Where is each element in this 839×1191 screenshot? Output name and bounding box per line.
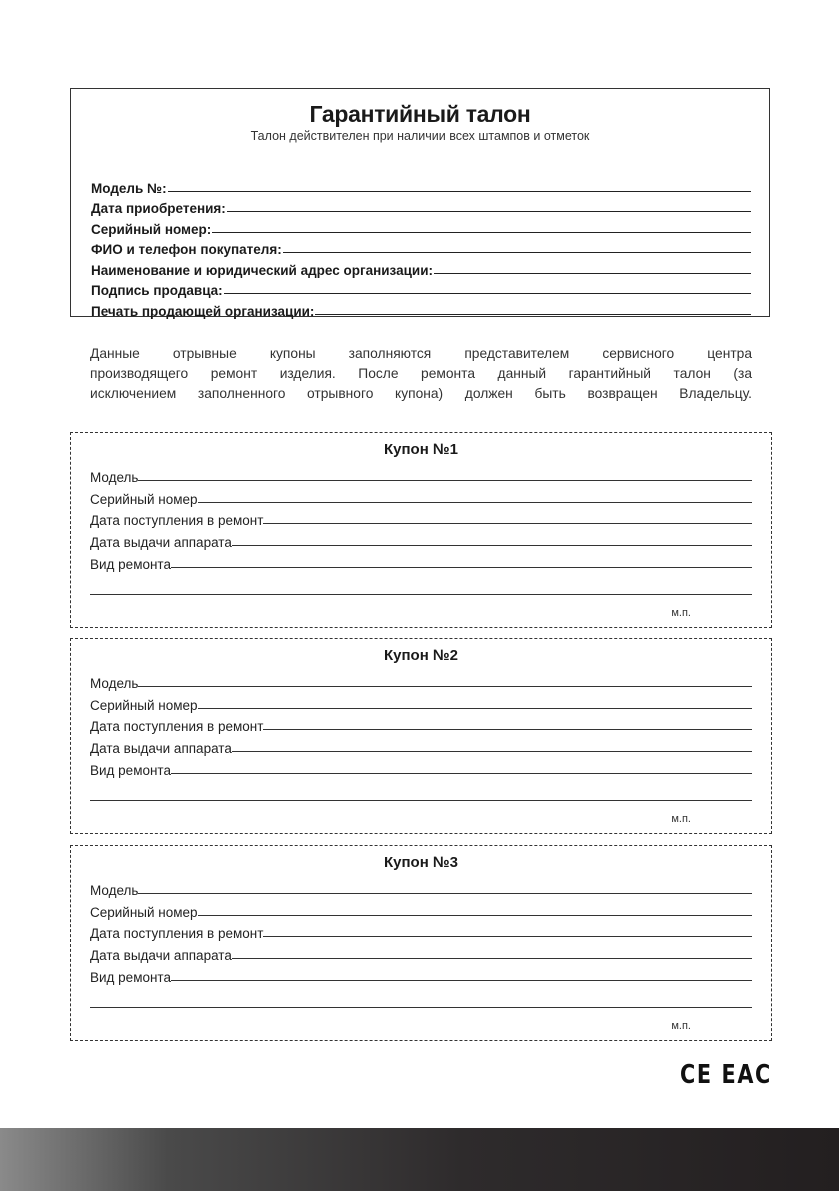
fill-line[interactable] [168,191,751,192]
coupon-field[interactable] [90,669,752,691]
fill-line[interactable] [232,751,752,752]
field-label: Наименование и юридический адрес организации: [91,262,433,278]
fill-line[interactable] [232,545,752,546]
coupon-field[interactable] [90,920,752,942]
fill-line[interactable] [263,729,752,730]
field-label: Дата поступления в ремонт [90,513,264,529]
field-seller-signature[interactable] [91,278,751,299]
field-label: Модель [90,675,139,691]
coupon-1 [70,432,772,628]
coupon-note [90,344,752,404]
stamp-place: м.п. [671,813,691,825]
coupon-field[interactable] [90,463,752,485]
fill-line[interactable] [171,567,752,568]
coupon-field[interactable] [90,876,752,898]
field-label: Дата поступления в ремонт [90,719,264,735]
fill-line[interactable] [263,523,752,524]
stamp-place: м.п. [671,1020,691,1032]
field-label: Печать продающей организации: [91,303,315,319]
field-label: Дата выдачи аппарата [90,535,232,551]
blank-line[interactable] [90,985,752,1008]
fill-line[interactable] [198,708,752,709]
coupon-field[interactable] [90,941,752,963]
fill-line[interactable] [171,980,752,981]
field-label: Вид ремонта [90,556,171,572]
field-label: Модель [90,882,139,898]
coupon-2 [70,638,772,834]
fill-line[interactable] [434,273,751,274]
page-title: Гарантийный талон [309,101,531,127]
fill-line[interactable] [171,773,752,774]
coupon-field[interactable] [90,963,752,985]
field-seller-stamp[interactable] [91,298,751,319]
field-label: Серийный номер [90,697,198,713]
coupon-field[interactable] [90,898,752,920]
fill-line[interactable] [198,915,752,916]
fill-line[interactable] [227,211,751,212]
fill-line[interactable] [224,293,751,294]
field-organization[interactable] [91,257,751,278]
field-serial[interactable] [91,216,751,237]
fill-line[interactable] [263,936,752,937]
field-label: Серийный номер [90,491,198,507]
coupon-title: Купон №3 [383,854,458,871]
field-label: Дата выдачи аппарата [90,741,232,757]
fill-line[interactable] [138,686,752,687]
subtitle: Талон действителен при наличии всех штампов и отметок [250,129,590,143]
note-line: Данные отрывные купоны заполняются представителем сервисного центра [90,346,752,361]
blank-line[interactable] [90,572,752,595]
warranty-fields [91,175,751,319]
coupon-field[interactable] [90,756,752,778]
field-label: Модель №: [91,180,167,196]
field-label: Вид ремонта [90,969,171,985]
fill-line[interactable] [138,893,752,894]
fill-line[interactable] [232,958,752,959]
note-line: производящего ремонт изделия. После ремонта данный гарантийный талон (за [90,366,752,381]
coupon-title: Купон №1 [383,441,458,458]
coupon-field[interactable] [90,528,752,550]
field-label: Дата выдачи аппарата [90,948,232,964]
footer-bar [0,1128,839,1191]
field-label: ФИО и телефон покупателя: [91,242,282,257]
coupon-field[interactable] [90,713,752,735]
field-label: Вид ремонта [90,762,171,778]
field-label: Дата приобретения: [91,201,226,216]
field-model[interactable] [91,175,751,196]
fill-line[interactable] [138,480,752,481]
field-label: Модель [90,469,139,485]
fill-line[interactable] [315,314,751,315]
coupon-field[interactable] [90,507,752,529]
coupon-field[interactable] [90,550,752,572]
warranty-card [70,88,770,317]
field-purchase-date[interactable] [91,196,751,217]
fill-line[interactable] [212,232,751,233]
fill-line[interactable] [283,252,751,253]
certification-marks-icon: CE EAC [680,1060,772,1090]
field-label: Серийный номер [90,904,198,920]
note-line: исключением заполненного отрывного купона) должен быть возвращен Владельцу. [90,386,752,401]
field-buyer[interactable] [91,237,751,258]
field-label: Подпись продавца: [91,283,223,298]
field-label: Дата поступления в ремонт [90,926,264,942]
coupon-field[interactable] [90,734,752,756]
coupon-3 [70,845,772,1041]
coupon-field[interactable] [90,485,752,507]
stamp-place: м.п. [671,607,691,619]
coupon-title: Купон №2 [383,647,458,664]
blank-line[interactable] [90,778,752,801]
field-label: Серийный номер: [91,221,212,237]
fill-line[interactable] [198,502,752,503]
coupon-field[interactable] [90,691,752,713]
